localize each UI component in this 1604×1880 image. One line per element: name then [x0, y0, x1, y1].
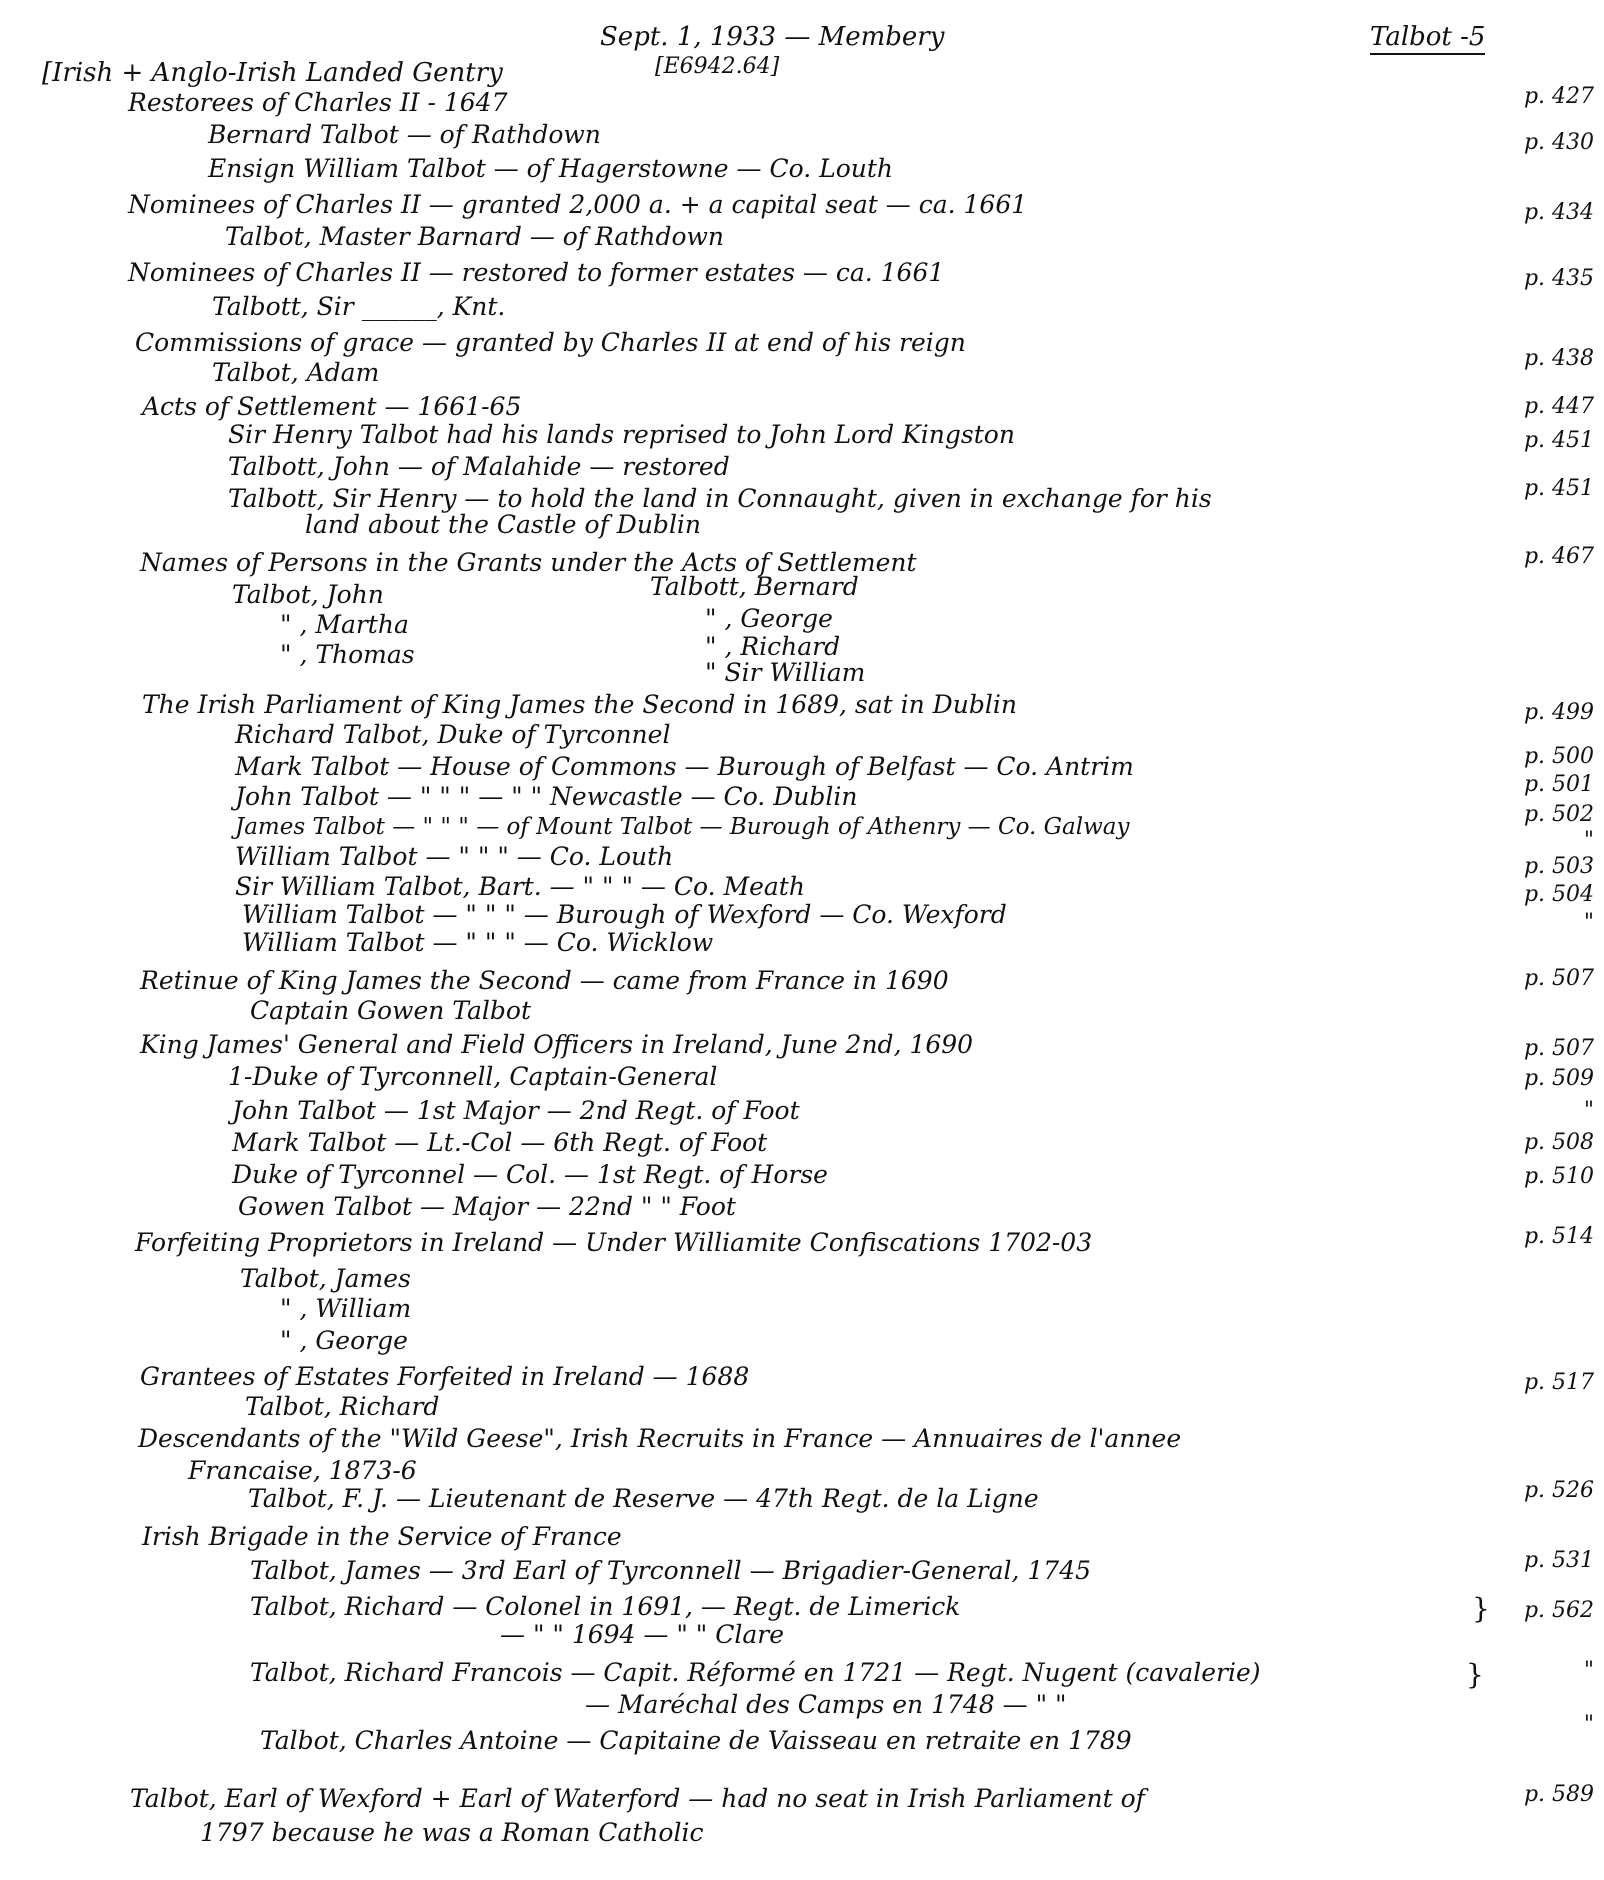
section-heading-cont: Francaise, 1873-6	[188, 1456, 417, 1485]
page-ref: p. 589	[1523, 1782, 1594, 1807]
page-ref: p. 500	[1523, 744, 1594, 769]
page-title: [Irish + Anglo-Irish Landed Gentry	[42, 58, 503, 88]
section-heading: Forfeiting Proprietors in Ireland — Under Williamite Confiscations 1702-03	[135, 1228, 1093, 1257]
entry-line: " Sir William	[705, 658, 866, 687]
page-ref: p. 517	[1523, 1370, 1594, 1395]
page-ref: p. 502	[1523, 802, 1594, 827]
entry-line: land about the Castle of Dublin	[305, 510, 702, 539]
entry-line: 1-Duke of Tyrconnell, Captain-General	[228, 1062, 718, 1091]
entry-line: " , William	[280, 1294, 412, 1323]
page-ref: p. 526	[1523, 1478, 1594, 1503]
page-ref: p. 562	[1523, 1598, 1594, 1623]
section-heading: Descendants of the "Wild Geese", Irish Recruits in France — Annuaires de l'annee	[138, 1424, 1182, 1453]
entry-line: Talbott, Sir ______, Knt.	[212, 292, 506, 321]
page-ref: p. 509	[1523, 1066, 1594, 1091]
section-heading: Acts of Settlement — 1661-65	[142, 392, 522, 421]
entry-line: Talbot, F. J. — Lieutenant de Reserve — 47th Regt. de la Ligne	[248, 1484, 1039, 1513]
entry-line: Richard Talbot, Duke of Tyrconnel	[235, 720, 671, 749]
entry-line: " , Martha	[280, 610, 409, 639]
call-number: [E6942.64]	[655, 54, 780, 79]
entry-line: Talbot, Master Barnard — of Rathdown	[225, 222, 725, 251]
entry-line: Talbot, James — 3rd Earl of Tyrconnell — Brigadier-General, 1745	[250, 1556, 1092, 1585]
entry-line: Mark Talbot — Lt.-Col — 6th Regt. of Foot	[232, 1128, 768, 1157]
section-heading: King James' General and Field Officers in Ireland, June 2nd, 1690	[140, 1030, 974, 1059]
entry-line: Ensign William Talbot — of Hagerstowne — Co. Louth	[208, 154, 894, 183]
page-ref: p. 508	[1523, 1130, 1594, 1155]
entry-line: Talbott, Bernard	[650, 572, 859, 601]
section-heading: Commissions of grace — granted by Charles II at end of his reign	[135, 328, 966, 357]
entry-line: William Talbot — " " " — Burough of Wexford — Co. Wexford	[242, 900, 1007, 929]
sheet-label: Talbot -5	[1370, 22, 1485, 55]
page-ref: p. 435	[1523, 266, 1594, 291]
page-ref: p. 510	[1523, 1164, 1594, 1189]
page-ref: p. 504	[1523, 882, 1594, 907]
page-ref: p. 507	[1523, 966, 1594, 991]
page-ref: p. 503	[1523, 854, 1594, 879]
entry-line: James Talbot — " " " — of Mount Talbot — Burough of Athenry — Co. Galway	[235, 814, 1130, 840]
page-ref: p. 499	[1523, 700, 1594, 725]
page-ref: p. 514	[1523, 1224, 1594, 1249]
date-line: Sept. 1, 1933 — Membery	[600, 22, 945, 52]
page-ref: "	[1583, 1098, 1594, 1123]
page-ref: "	[1583, 1712, 1594, 1737]
entry-line: Talbot, Richard Francois — Capit. Réformé en 1721 — Regt. Nugent (cavalerie)	[250, 1658, 1261, 1687]
entry-line: Gowen Talbot — Major — 22nd " " Foot	[238, 1192, 736, 1221]
page-ref: p. 531	[1523, 1548, 1594, 1573]
entry-line: Talbot, James	[240, 1264, 411, 1293]
page-ref: p. 438	[1523, 346, 1594, 371]
entry-line: " , George	[705, 604, 833, 633]
entry-line: William Talbot — " " " — Co. Louth	[235, 842, 674, 871]
entry-line: Talbot, Adam	[212, 358, 380, 387]
page-ref: "	[1583, 828, 1594, 853]
page-ref: p. 451	[1523, 476, 1594, 501]
entry-line: " , Thomas	[280, 640, 415, 669]
entry-line: Talbot, Richard — Colonel in 1691, — Regt. de Limerick	[250, 1592, 961, 1621]
entry-line: Talbott, Sir Henry — to hold the land in Connaught, given in exchange for his	[228, 484, 1212, 513]
entry-line: Talbot, Charles Antoine — Capitaine de Vaisseau en retraite en 1789	[260, 1726, 1132, 1755]
entry-line: Duke of Tyrconnel — Col. — 1st Regt. of Horse	[232, 1160, 828, 1189]
section-heading: The Irish Parliament of King James the Second in 1689, sat in Dublin	[142, 690, 1017, 719]
entry-line: Captain Gowen Talbot	[250, 996, 532, 1025]
entry-line: Talbot, John	[232, 580, 384, 609]
entry-line: Bernard Talbot — of Rathdown	[208, 120, 601, 149]
section-heading: Grantees of Estates Forfeited in Ireland — 1688	[140, 1362, 750, 1391]
section-heading: Retinue of King James the Second — came from France in 1690	[140, 966, 949, 995]
entry-line: Sir William Talbot, Bart. — " " " — Co. Meath	[235, 872, 805, 901]
entry-line: Talbot, Richard	[245, 1392, 440, 1421]
brace-mark: }	[1466, 1658, 1484, 1691]
entry-line: William Talbot — " " " — Co. Wicklow	[242, 928, 714, 957]
page-ref: p. 467	[1523, 544, 1594, 569]
page-ref: p. 447	[1523, 394, 1594, 419]
entry-line: " , George	[280, 1326, 408, 1355]
section-heading: Talbot, Earl of Wexford + Earl of Waterford — had no seat in Irish Parliament of	[130, 1784, 1145, 1813]
entry-line: Talbott, John — of Malahide — restored	[228, 452, 730, 481]
brace-mark: }	[1472, 1592, 1490, 1625]
section-heading: Restorees of Charles II - 1647	[128, 88, 508, 117]
entry-line: — Maréchal des Camps en 1748 — " "	[585, 1690, 1067, 1719]
page-ref: "	[1583, 1658, 1594, 1683]
page-ref: p. 501	[1523, 772, 1594, 797]
page-ref: p. 507	[1523, 1036, 1594, 1061]
section-heading: Nominees of Charles II — granted 2,000 a. + a capital seat — ca. 1661	[128, 190, 1028, 219]
page-ref: p. 451	[1523, 428, 1594, 453]
page-ref: p. 434	[1523, 200, 1594, 225]
entry-line: — " " 1694 — " " Clare	[500, 1620, 785, 1649]
page-ref: "	[1583, 910, 1594, 935]
page-ref: p. 427	[1523, 84, 1594, 109]
entry-line: Mark Talbot — House of Commons — Burough of Belfast — Co. Antrim	[235, 752, 1134, 781]
entry-line: John Talbot — " " " — " " Newcastle — Co. Dublin	[235, 782, 858, 811]
entry-line: Sir Henry Talbot had his lands reprised to John Lord Kingston	[228, 420, 1015, 449]
entry-line: John Talbot — 1st Major — 2nd Regt. of Foot	[232, 1096, 800, 1125]
section-heading: Nominees of Charles II — restored to former estates — ca. 1661	[128, 258, 945, 287]
page-ref: p. 430	[1523, 130, 1594, 155]
section-heading: Names of Persons in the Grants under the Acts of Settlement	[140, 548, 917, 577]
entry-line: 1797 because he was a Roman Catholic	[200, 1818, 704, 1847]
section-heading: Irish Brigade in the Service of France	[142, 1522, 622, 1551]
entry-line: " , Richard	[705, 632, 841, 661]
